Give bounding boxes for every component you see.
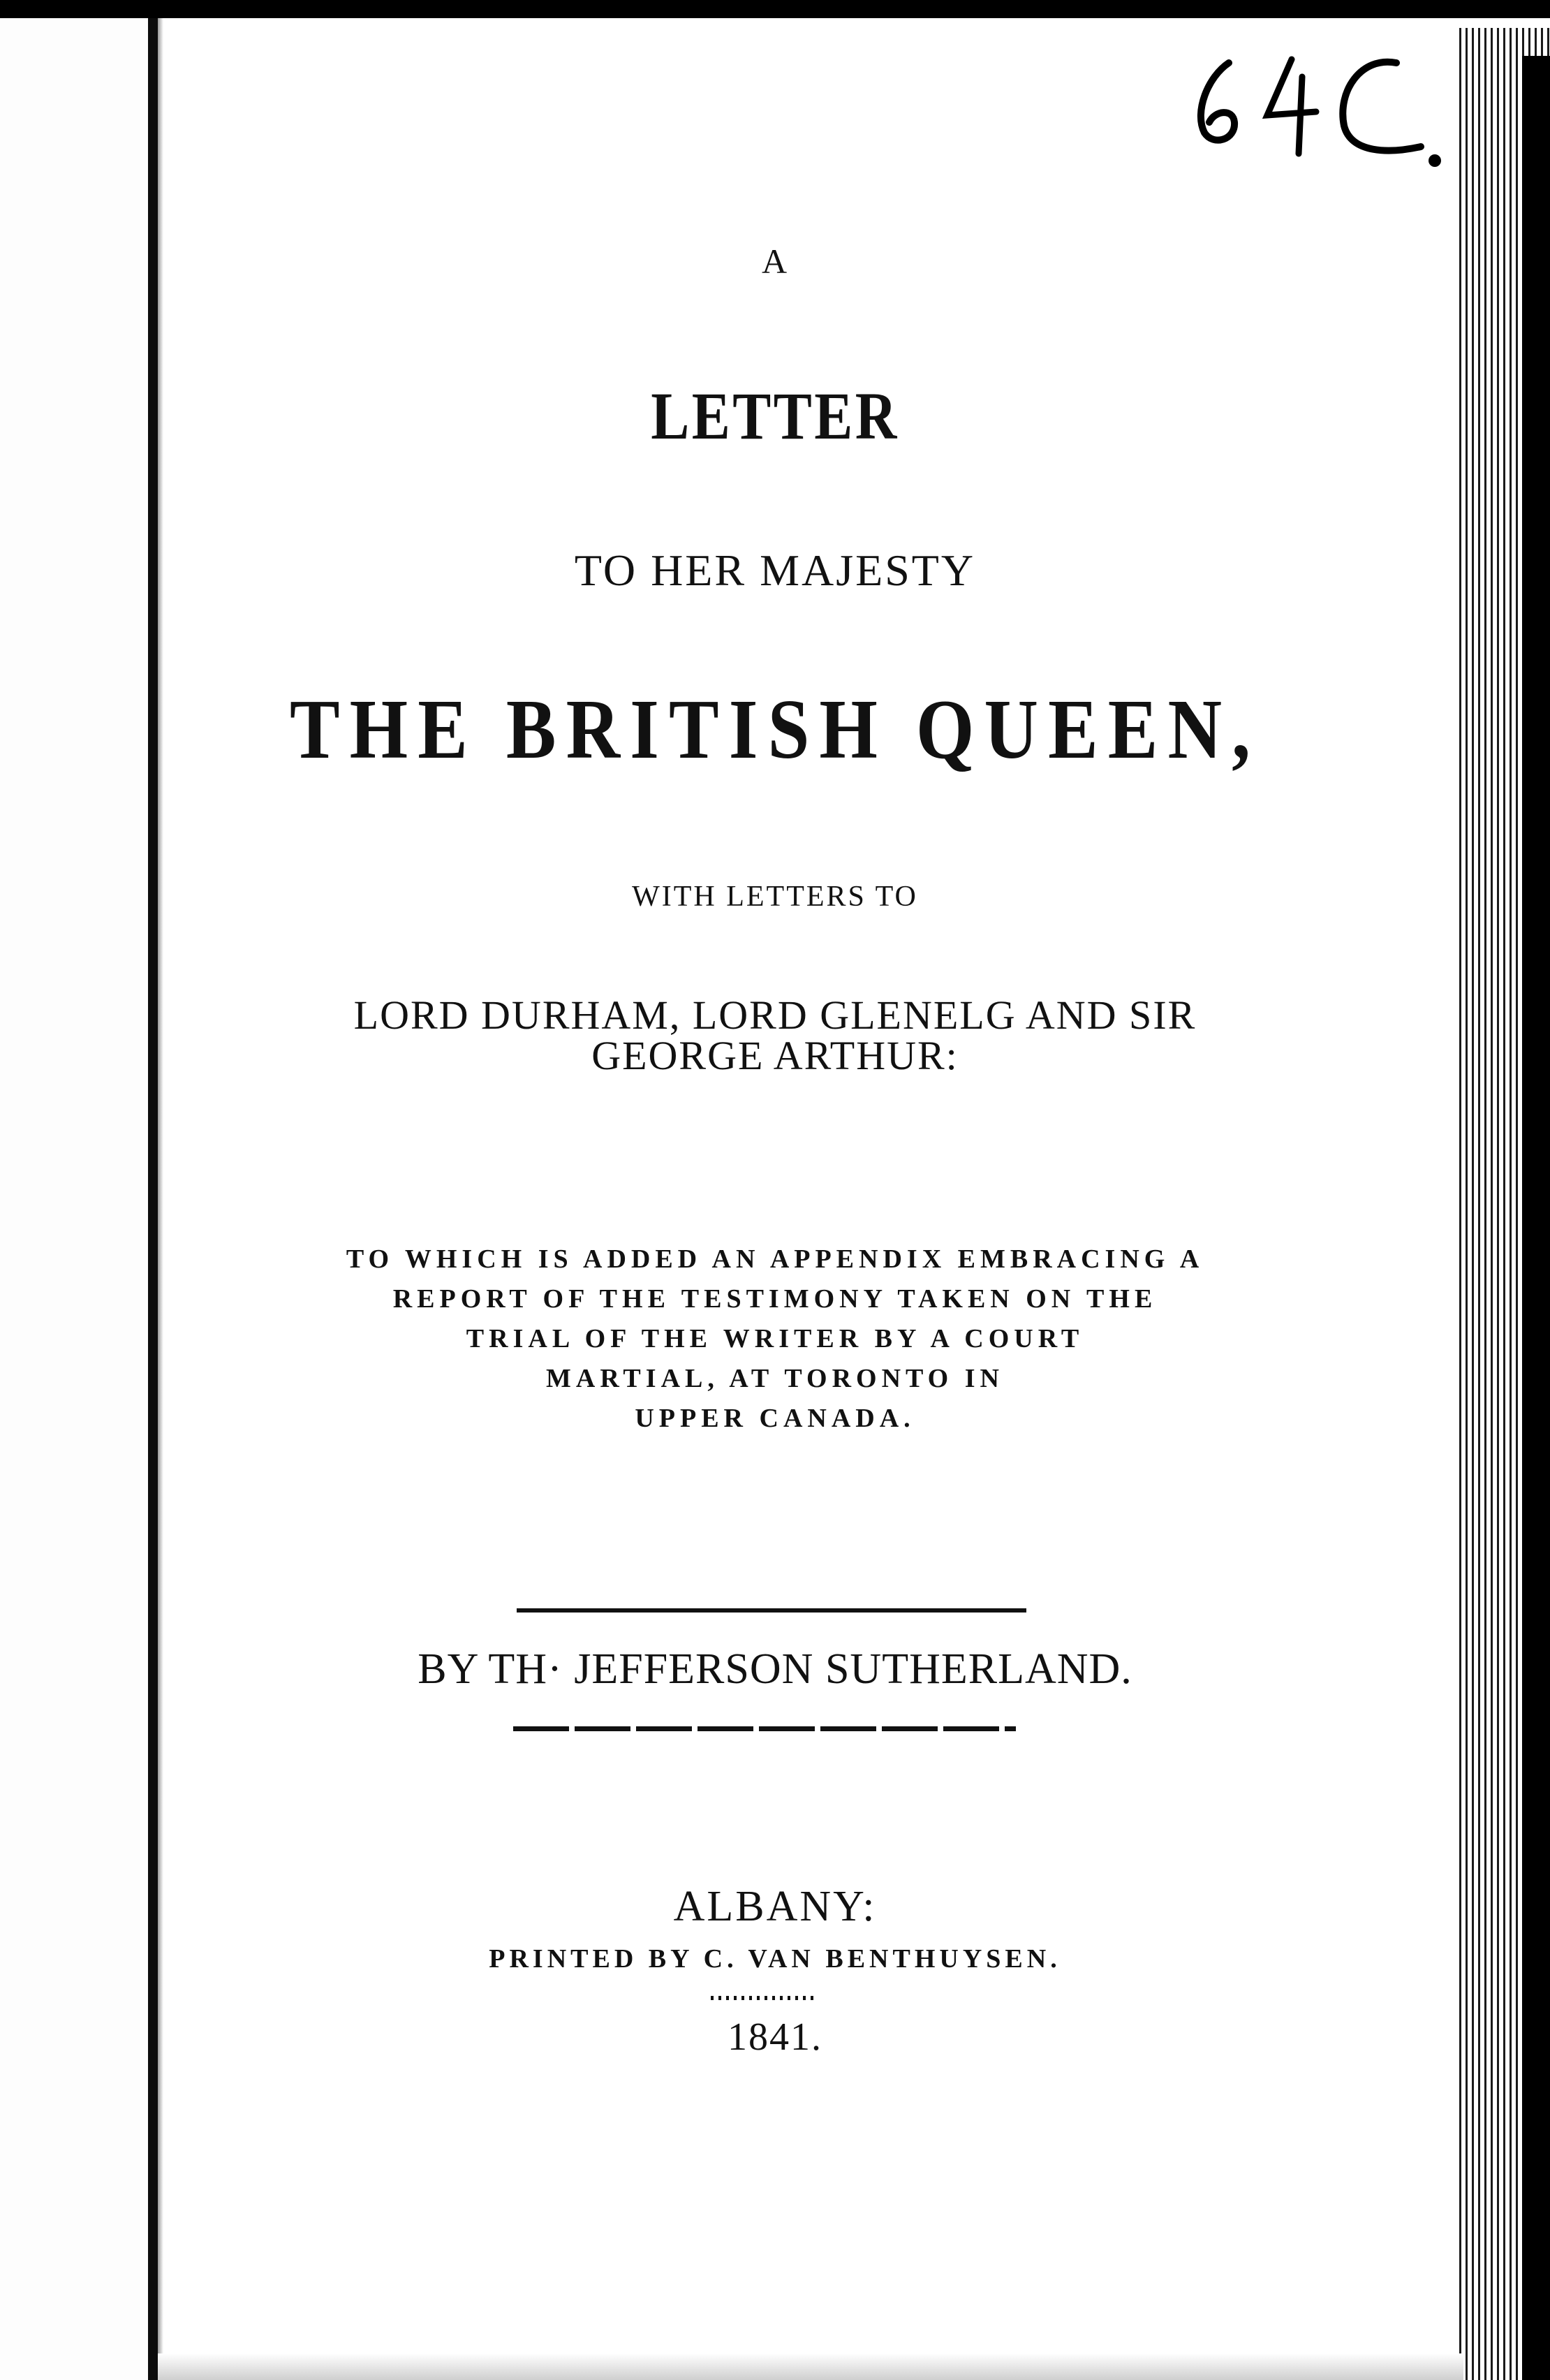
title-to-her-majesty: TO HER MAJESTY <box>574 545 976 595</box>
subtitle-with-letters-to: WITH LETTERS TO <box>632 881 918 913</box>
title-article: A <box>761 242 789 281</box>
appendix-line-3: TRIAL OF THE WRITER BY A COURT <box>466 1324 1084 1353</box>
appendix-line-4: MARTIAL, AT TORONTO IN <box>546 1364 1004 1393</box>
scan-top-edge <box>0 0 1550 18</box>
imprint-place: ALBANY: <box>673 1883 877 1930</box>
handwritten-shelf-mark <box>1187 49 1452 182</box>
rule-above-author <box>517 1608 1026 1613</box>
imprint-printer: PRINTED BY C. VAN BENTHUYSEN. <box>489 1944 1061 1974</box>
appendix-line-5: UPPER CANADA. <box>635 1404 915 1433</box>
title-letter: LETTER <box>651 379 899 453</box>
rule-below-author <box>513 1726 1016 1731</box>
subtitle-recipients <box>0 992 1550 1078</box>
bottom-page-edge <box>158 2353 1463 2380</box>
author-line: BY TH· JEFFERSON SUTHERLAND. <box>418 1645 1132 1693</box>
recipients-line-2: GEORGE ARTHUR: <box>591 1033 959 1078</box>
imprint-year: 1841. <box>728 2015 822 2059</box>
appendix-line-1: TO WHICH IS ADDED AN APPENDIX EMBRACING A <box>346 1244 1204 1274</box>
dotted-rule <box>711 1996 815 2000</box>
recipients-line-1: LORD DURHAM, LORD GLENELG AND SIR <box>353 992 1197 1038</box>
title-the-british-queen: THE BRITISH QUEEN, <box>289 682 1260 777</box>
appendix-description <box>0 1240 1550 1439</box>
appendix-line-2: REPORT OF THE TESTIMONY TAKEN ON THE <box>392 1284 1158 1314</box>
